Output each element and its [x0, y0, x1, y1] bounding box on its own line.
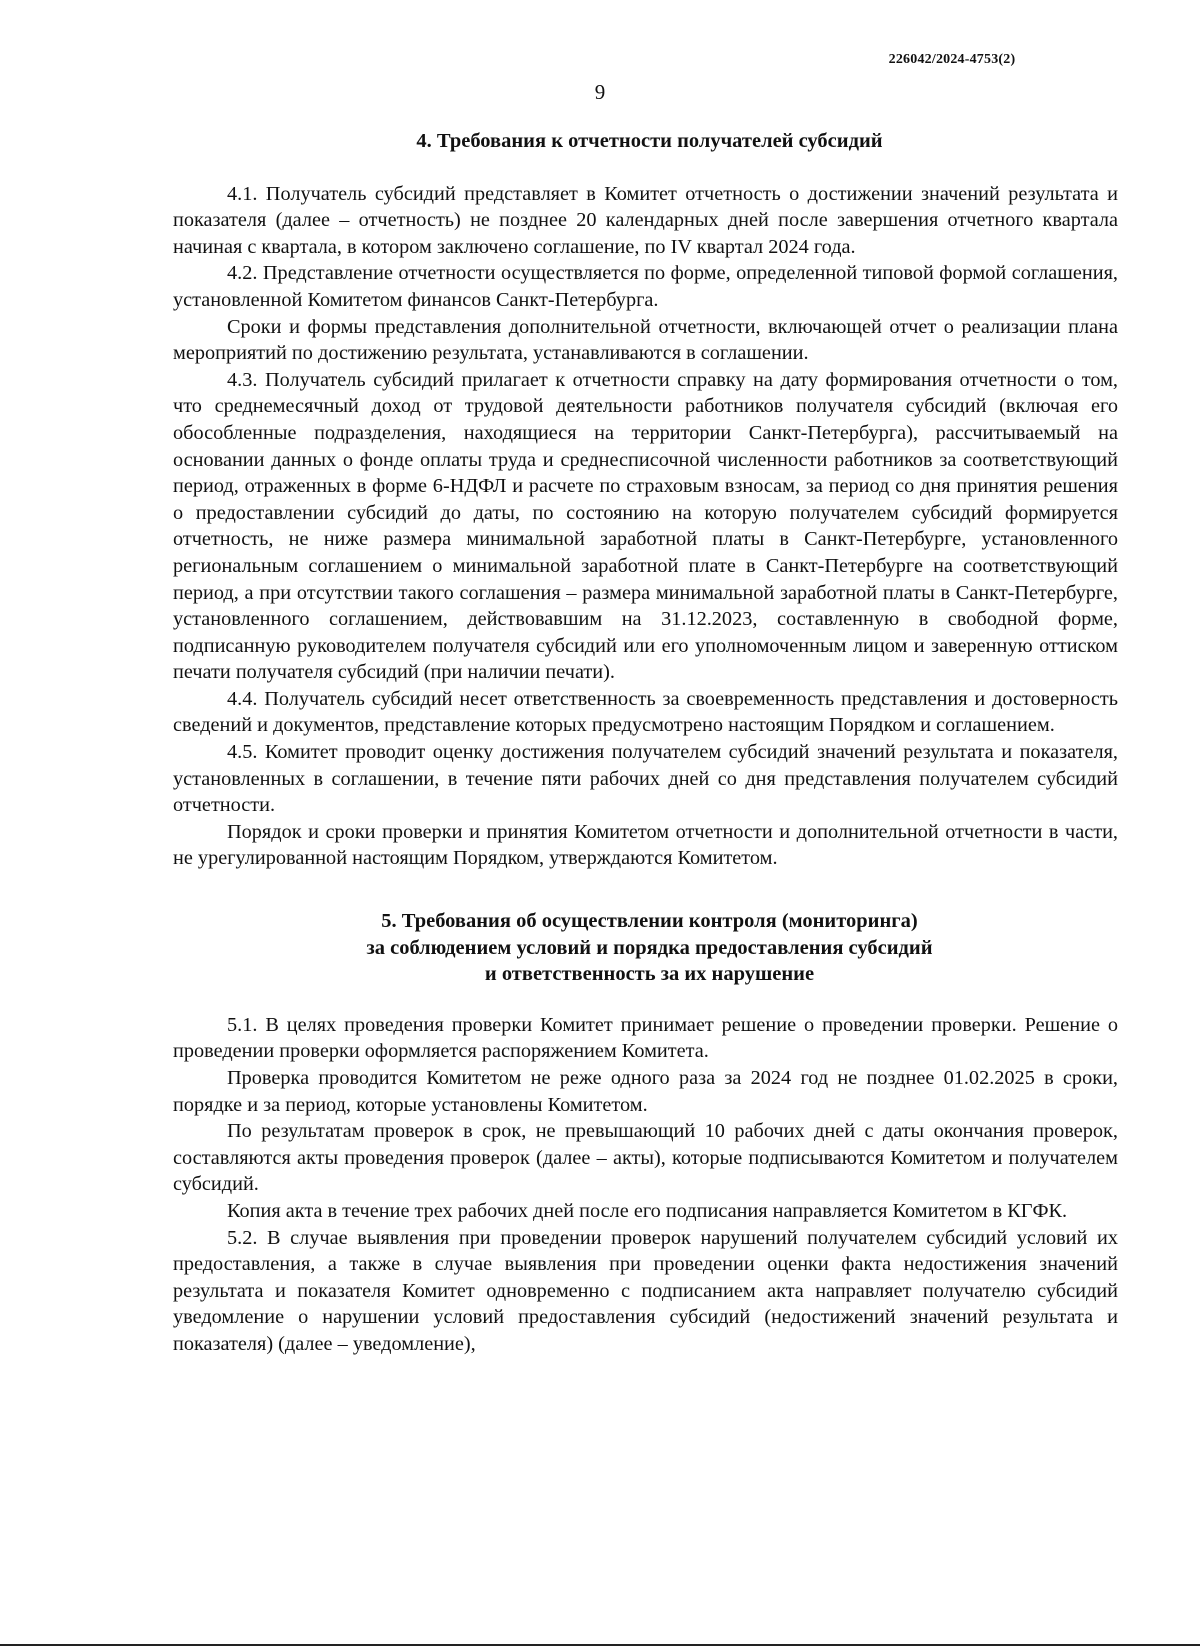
paragraph-5-1-acts: По результатам проверок в срок, не превышающий 10 рабочих дней с даты окончания проверок, составляются акты проведения проверок (далее – акты), которые подписываются Комитетом и получателем субсидий. [173, 1120, 1118, 1196]
paragraph-5-1-copy: Копия акта в течение трех рабочих дней после его подписания направляется Комитетом в КГФК. [227, 1199, 1068, 1222]
page-number: 9 [594, 80, 606, 104]
paragraph-5-2: 5.2. В случае выявления при проведении проверок нарушений получателем субсидий условий их предоставления, а также в случае выявления при проведении оценки факта недостижения значений результата и показателя Комитет одновременно с подписанием акта направляет получателю субсидий уведомление о нарушении условий предоставления субсидий (недостижений значений результата и показателя) (далее – уведомление), [173, 1226, 1118, 1355]
paragraph-4-5-procedure: Порядок и сроки проверки и принятия Комитетом отчетности и дополнительной отчетности в части, не урегулированной настоящим Порядком, утверждаются Комитетом. [173, 820, 1118, 870]
paragraph-4-2: 4.2. Представление отчетности осуществляется по форме, определенной типовой формой соглашения, установленной Комитетом финансов Санкт-Петербурга. [173, 262, 1118, 311]
section-5-heading-line: 5. Требования об осуществлении контроля (мониторинга) [381, 910, 918, 933]
paragraph-4-5: 4.5. Комитет проводит оценку достижения получателем субсидий значений результата и показателя, установленных в соглашении, в течение пяти рабочих дней со дня представления получателем субсидий отчетности. [173, 741, 1118, 817]
page-bottom-edge [0, 1644, 1200, 1646]
section-5-heading [173, 908, 1118, 988]
paragraph-5-1: 5.1. В целях проведения проверки Комитет принимает решение о проведении проверки. Решение о проведении проверки оформляется распоряжением Комитета. [173, 1013, 1118, 1063]
paragraph-4-2-additional: Сроки и формы представления дополнительной отчетности, включающей отчет о реализации плана мероприятий по достижению результата, устанавливаются в соглашении. [173, 315, 1118, 365]
document-body [173, 128, 1118, 1358]
document-number: 226042/2024-4753(2) [888, 52, 1016, 67]
section-4-heading: 4. Требования к отчетности получателей субсидий [416, 130, 883, 152]
paragraph-4-1: 4.1. Получатель субсидий представляет в Комитет отчетность о достижении значений результата и показателя (далее – отчетность) не позднее 20 календарных дней после завершения отчетного квартала начиная с квартала, в котором заключено соглашение, по IV квартал 2024 года. [173, 182, 1118, 258]
paragraph-5-1-frequency: Проверка проводится Комитетом не реже одного раза за 2024 год не позднее 01.02.2025 в сроки, порядке и за период, которые установлены Комитетом. [173, 1067, 1118, 1116]
paragraph-4-4: 4.4. Получатель субсидий несет ответственность за своевременность представления и достоверность сведений и документов, представление которых предусмотрено настоящим Порядком и соглашением. [173, 687, 1118, 737]
paragraph-4-3: 4.3. Получатель субсидий прилагает к отчетности справку на дату формирования отчетности о том, что среднемесячный доход от трудовой деятельности работников получателя субсидий (включая его обособленные подразделения, находящиеся на территории Санкт-Петербурга), рассчитываемый на основании данных о фонде оплаты труда и среднесписочной численности работников за соответствующий период, отраженных в форме 6-НДФЛ и расчете по страховым взносам, за период со дня принятия решения о предоставлении субсидий до даты, по состоянию на которую получателем субсидий формируется отчетность, не ниже размера минимальной заработной платы в Санкт-Петербурге, установленного региональным соглашением о минимальной заработной плате в Санкт-Петербурге на соответствующий период, а при отсутствии такого соглашения – размера минимальной заработной платы в Санкт-Петербурге, установленного соглашением, действовавшим на 31.12.2023, составленную в свободной форме, подписанную руководителем получателя субсидий или его уполномоченным лицом и заверенную оттиском печати получателя субсидий (при наличии печати). [173, 368, 1118, 684]
section-5-heading-line: за соблюдением условий и порядка предоставления субсидий [366, 936, 933, 959]
section-5-heading-line: и ответственность за их нарушение [484, 963, 815, 986]
